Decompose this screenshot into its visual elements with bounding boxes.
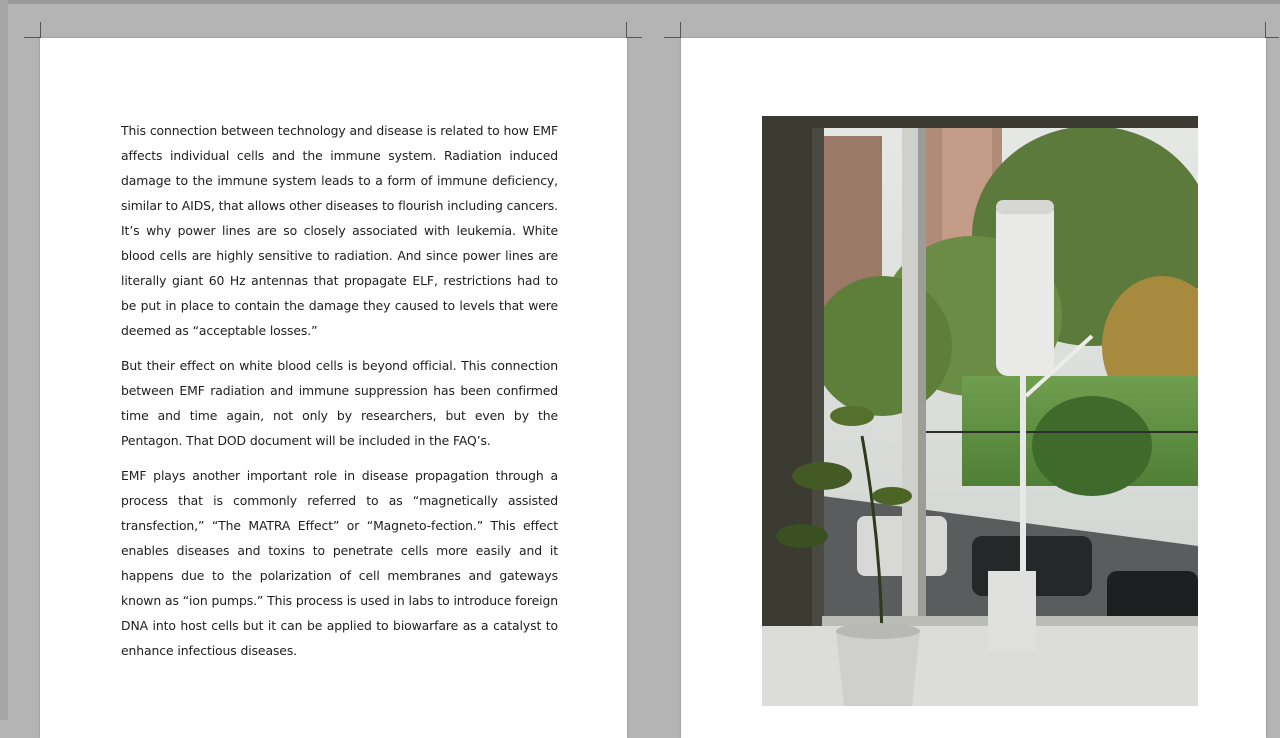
top-ruler-strip: [0, 0, 1280, 4]
document-page-left[interactable]: [40, 38, 627, 738]
body-text[interactable]: [121, 118, 558, 673]
paragraph-3[interactable]: EMF plays another important role in disease propagation through a process that is commonly referred to as “magnetically assisted transfection,” “The MATRA Effect” or “Magneto-fection.” This effect enables diseases and toxins to penetrate cells more easily and it happens due to the polarization of cell membranes and gateways known as “ion pumps.” This process is used in labs to introduce foreign DNA into host cells but it can be applied to biowarfare as a catalyst to enhance infectious diseases.: [121, 468, 558, 658]
photo-window-antenna-icon: [762, 116, 1198, 706]
paragraph-2[interactable]: But their effect on white blood cells is beyond official. This connection between EMF radiation and immune suppression has been confirmed time and time again, not only by researchers, but even by the Pentagon. That DOD document will be included in the FAQ’s.: [121, 358, 558, 448]
paragraph-1[interactable]: This connection between technology and disease is related to how EMF affects individual cells and the immune system. Radiation induced damage to the immune system leads to a form of immune deficiency, similar to AIDS, that allows other diseases to flourish including cancers. It’s why power lines are so closely associated with leukemia. White blood cells are highly sensitive to radiation. And since power lines are literally giant 60 Hz antennas that propagate ELF, restrictions had to be put in place to contain the damage they caused to levels that were deemed as “acceptable losses.”: [121, 123, 558, 338]
document-page-right[interactable]: [681, 38, 1266, 738]
left-scroll-edge: [0, 0, 8, 720]
window-antenna-photo[interactable]: [762, 116, 1198, 706]
